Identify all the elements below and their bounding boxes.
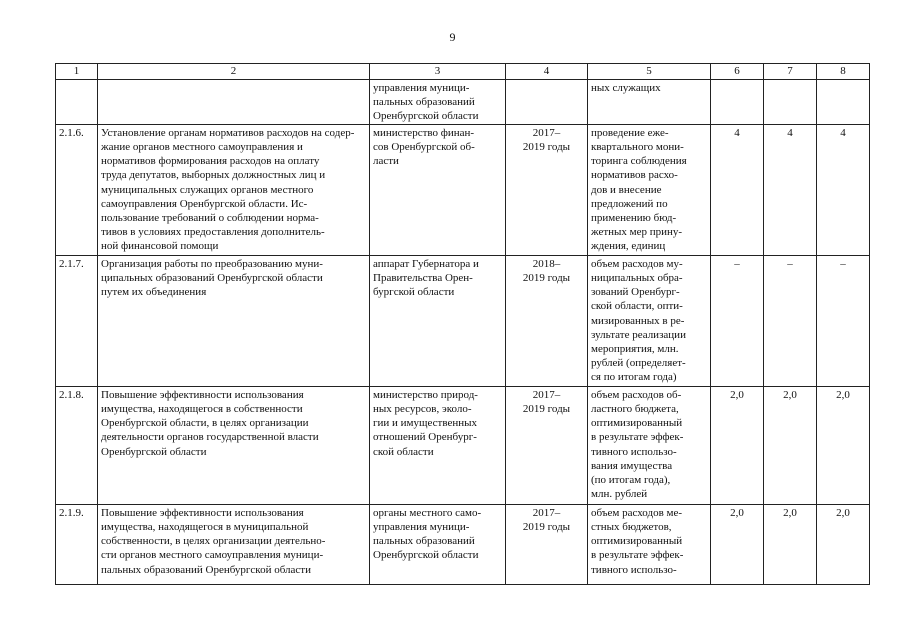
value-2017-cell bbox=[711, 80, 764, 125]
column-header: 7 bbox=[764, 64, 817, 80]
indicator-cell: проведение еже- квартального мони- торинга соблюдения нормативов расхо- дов и внесение предложений по применению бюд- жетных мер прину- ждения, единиц bbox=[588, 125, 711, 256]
column-header: 6 bbox=[711, 64, 764, 80]
table-header-row bbox=[56, 64, 870, 80]
value-2017-cell: – bbox=[711, 256, 764, 387]
measures-table bbox=[55, 63, 870, 585]
period-cell: 2017– 2019 годы bbox=[506, 505, 588, 585]
row-number bbox=[56, 80, 98, 125]
table-row bbox=[56, 125, 870, 256]
row-number: 2.1.9. bbox=[56, 505, 98, 585]
table-row bbox=[56, 256, 870, 387]
period-cell: 2017– 2019 годы bbox=[506, 125, 588, 256]
executor-cell: министерство финан- сов Оренбургской об- ласти bbox=[370, 125, 506, 256]
column-header: 3 bbox=[370, 64, 506, 80]
measure-cell: Повышение эффективности использования имущества, находящегося в собственности Оренбургской области, в целях организации деятельности органов государственной власти Оренбургской области bbox=[98, 387, 370, 505]
measure-cell: Установление органам нормативов расходов на содер- жание органов местного самоуправления и нормативов формирования расходов на оплату труда депутатов, выборных должностных лиц и муниципальных служащих органов местного самоуправления Оренбургской области. Ис- пользование требований о соблюдении норма- тивов в условиях предоставления дополнитель- ной финансовой помощи bbox=[98, 125, 370, 256]
period-cell: 2017– 2019 годы bbox=[506, 387, 588, 505]
executor-cell: органы местного само- управления муници- пальных образований Оренбургской области bbox=[370, 505, 506, 585]
indicator-cell: ных служащих bbox=[588, 80, 711, 125]
value-2019-cell: – bbox=[817, 256, 870, 387]
column-header: 4 bbox=[506, 64, 588, 80]
value-2019-cell: 4 bbox=[817, 125, 870, 256]
table-row bbox=[56, 505, 870, 585]
executor-cell: министерство природ- ных ресурсов, эколо- гии и имущественных отношений Оренбург- ской области bbox=[370, 387, 506, 505]
executor-cell: управления муници- пальных образований Оренбургской области bbox=[370, 80, 506, 125]
value-2017-cell: 4 bbox=[711, 125, 764, 256]
value-2019-cell bbox=[817, 80, 870, 125]
column-header: 8 bbox=[817, 64, 870, 80]
period-cell bbox=[506, 80, 588, 125]
value-2019-cell: 2,0 bbox=[817, 387, 870, 505]
column-header: 2 bbox=[98, 64, 370, 80]
table-row bbox=[56, 387, 870, 505]
value-2017-cell: 2,0 bbox=[711, 387, 764, 505]
table-row bbox=[56, 80, 870, 125]
column-header: 1 bbox=[56, 64, 98, 80]
page-number: 9 bbox=[449, 30, 456, 44]
value-2018-cell: 2,0 bbox=[764, 505, 817, 585]
indicator-cell: объем расходов му- ниципальных обра- зований Оренбург- ской области, опти- мизированных в ре- зультате реализации мероприятия, млн. рублей (определяет- ся по итогам года) bbox=[588, 256, 711, 387]
value-2018-cell: 4 bbox=[764, 125, 817, 256]
period-cell: 2018– 2019 годы bbox=[506, 256, 588, 387]
value-2019-cell: 2,0 bbox=[817, 505, 870, 585]
executor-cell: аппарат Губернатора и Правительства Орен- бургской области bbox=[370, 256, 506, 387]
value-2017-cell: 2,0 bbox=[711, 505, 764, 585]
indicator-cell: объем расходов об- ластного бюджета, оптимизированный в результате эффек- тивного использо- вания имущества (по итогам года), млн. рублей bbox=[588, 387, 711, 505]
measure-cell: Повышение эффективности использования имущества, находящегося в муниципальной собственности, в целях организации деятельно- сти органов местного самоуправления муници- пальных образований Оренбургской области bbox=[98, 505, 370, 585]
indicator-cell: объем расходов ме- стных бюджетов, оптимизированный в результате эффек- тивного использо- bbox=[588, 505, 711, 585]
measure-cell: Организация работы по преобразованию муни- ципальных образований Оренбургской области путем их объединения bbox=[98, 256, 370, 387]
value-2018-cell bbox=[764, 80, 817, 125]
value-2018-cell: – bbox=[764, 256, 817, 387]
measure-cell bbox=[98, 80, 370, 125]
row-number: 2.1.7. bbox=[56, 256, 98, 387]
row-number: 2.1.8. bbox=[56, 387, 98, 505]
row-number: 2.1.6. bbox=[56, 125, 98, 256]
value-2018-cell: 2,0 bbox=[764, 387, 817, 505]
column-header: 5 bbox=[588, 64, 711, 80]
